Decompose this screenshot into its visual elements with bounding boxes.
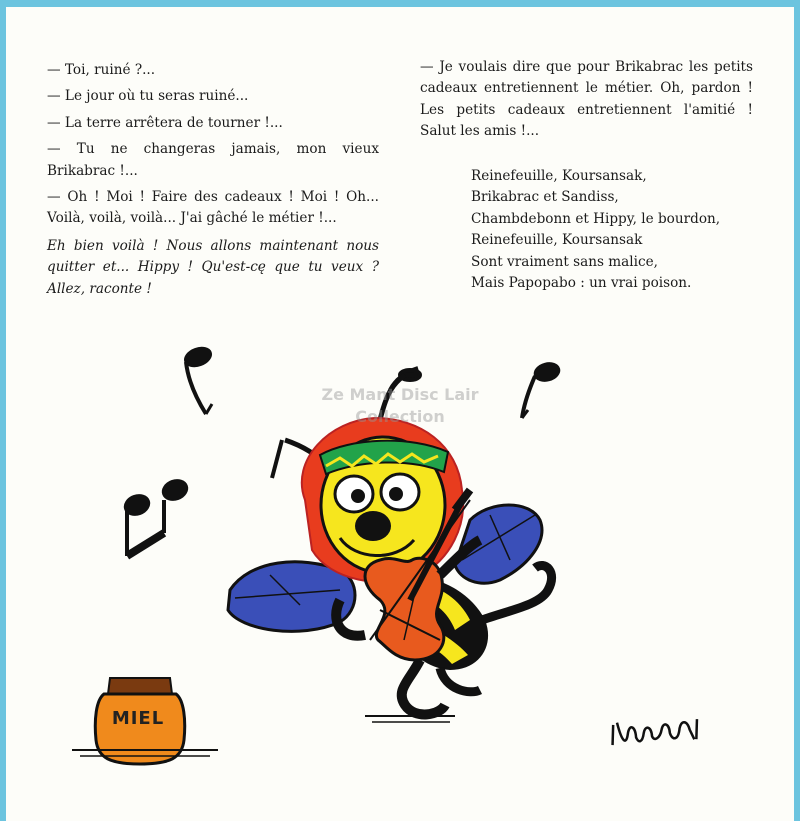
dialogue-line: — Toi, ruiné ?...	[47, 62, 156, 78]
signature-scribble	[606, 709, 705, 758]
dialogue-line: — La terre arrêtera de tourner !...	[47, 114, 283, 131]
verse-line: Brikabrac et Sandiss,	[471, 189, 619, 206]
watermark-line: Ze Mant Disc Lair	[321, 385, 479, 404]
dialogue-line: — Le jour où tu seras ruiné...	[47, 88, 249, 105]
watermark	[300, 384, 500, 428]
dialogue-line: — Tu ne changeras jamais, mon vieux Brikabrac !...	[47, 141, 379, 179]
music-note-icon	[522, 360, 562, 418]
music-note-icon	[121, 476, 190, 556]
verse-line: Reinefeuille, Koursansak,	[471, 168, 647, 184]
dialogue-paragraph: — Je voulais dire que pour Brikabrac les petits cadeaux entretiennent le métier. Oh, pardon ! Les petits cadeaux entretiennent l'amitié ! Salut les amis !...	[420, 59, 753, 140]
bee-head	[302, 418, 463, 582]
dialogue-line: — Oh ! Moi ! Faire des cadeaux ! Moi ! Oh... Voilà, voilà, voilà... J'ai gâché le métier !...	[47, 189, 379, 227]
verse-line: Sont vraiment sans malice,	[471, 253, 658, 270]
narration-paragraph: Eh bien voilà ! Nous allons maintenant nous quitter et... Hippy ! Qu'est-cę que tu veux ? Allez, raconte !	[47, 237, 379, 297]
verse-line: Mais Papopabo : un vrai poison.	[471, 275, 692, 292]
verse-line: Reinefeuille, Koursansak	[471, 232, 643, 249]
watermark-line: Collection	[355, 407, 445, 426]
honey-jar-label: MIEL	[111, 708, 165, 729]
music-note-icon	[182, 344, 214, 414]
verse-line: Chambdebonn et Hippy, le bourdon,	[471, 210, 721, 227]
artist-signature	[606, 709, 705, 763]
